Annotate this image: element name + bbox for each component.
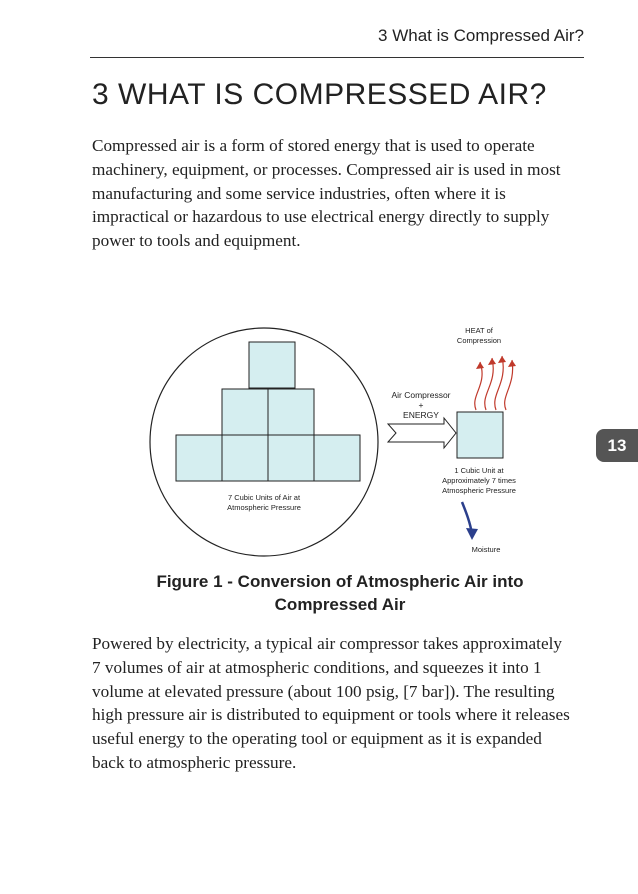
right-label-line3: Atmospheric Pressure <box>442 486 516 495</box>
compression-arrow-icon <box>388 418 456 448</box>
intro-paragraph: Compressed air is a form of stored energy that is used to operate machinery, equipment, or processes. Compressed air is used in most manufacturing and some service industries, often where it is impractical or hazardous to use electrical energy directly to supply power to tools and equipment. <box>92 136 561 251</box>
compression-diagram <box>140 300 540 562</box>
header-rule <box>90 57 584 58</box>
left-label-line2: Atmospheric Pressure <box>227 503 301 512</box>
cube-middle-left <box>222 389 268 435</box>
right-label-line2: Approximately 7 times <box>442 476 516 485</box>
explanation-paragraph: Powered by electricity, a typical air compressor takes approximately 7 volumes of air at atmospheric conditions, and squeezes it into 1 volume at elevated pressure (about 100 psig, [7 bar]). The resulting high pressure air is distributed to equipment or tools where it releases useful energy to the operating tool or equipment as it is expanded back to atmospheric pressure. <box>92 634 570 772</box>
cube-top <box>249 342 295 388</box>
cube-bottom-3 <box>268 435 314 481</box>
cube-bottom-4 <box>314 435 360 481</box>
compressed-cube <box>457 412 503 458</box>
cube-bottom-1 <box>176 435 222 481</box>
heat-label-line2: Compression <box>456 336 502 345</box>
compressor-label-line1: Air Compressor <box>391 390 451 400</box>
heat-label-line1: HEAT of <box>465 326 493 335</box>
cube-bottom-2 <box>222 435 268 481</box>
caption-line1: Figure 1 - Conversion of Atmospheric Air into <box>156 572 524 591</box>
compression-figure <box>140 300 540 562</box>
compressor-label-line3: ENERGY <box>403 410 439 420</box>
page-number-tab: 13 <box>596 429 638 462</box>
right-label-line1: 1 Cubic Unit at <box>454 466 504 475</box>
moisture-label: Moisture <box>471 545 501 554</box>
cube-middle-right <box>268 389 314 435</box>
left-label-line1: 7 Cubic Units of Air at <box>227 493 301 502</box>
running-head: 3 What is Compressed Air? <box>378 26 584 45</box>
figure-caption <box>120 570 560 616</box>
section-title: 3 WHAT IS COMPRESSED AIR? <box>92 78 547 111</box>
compressor-label-line2: + <box>418 400 424 410</box>
caption-line2: Compressed Air <box>274 595 406 614</box>
